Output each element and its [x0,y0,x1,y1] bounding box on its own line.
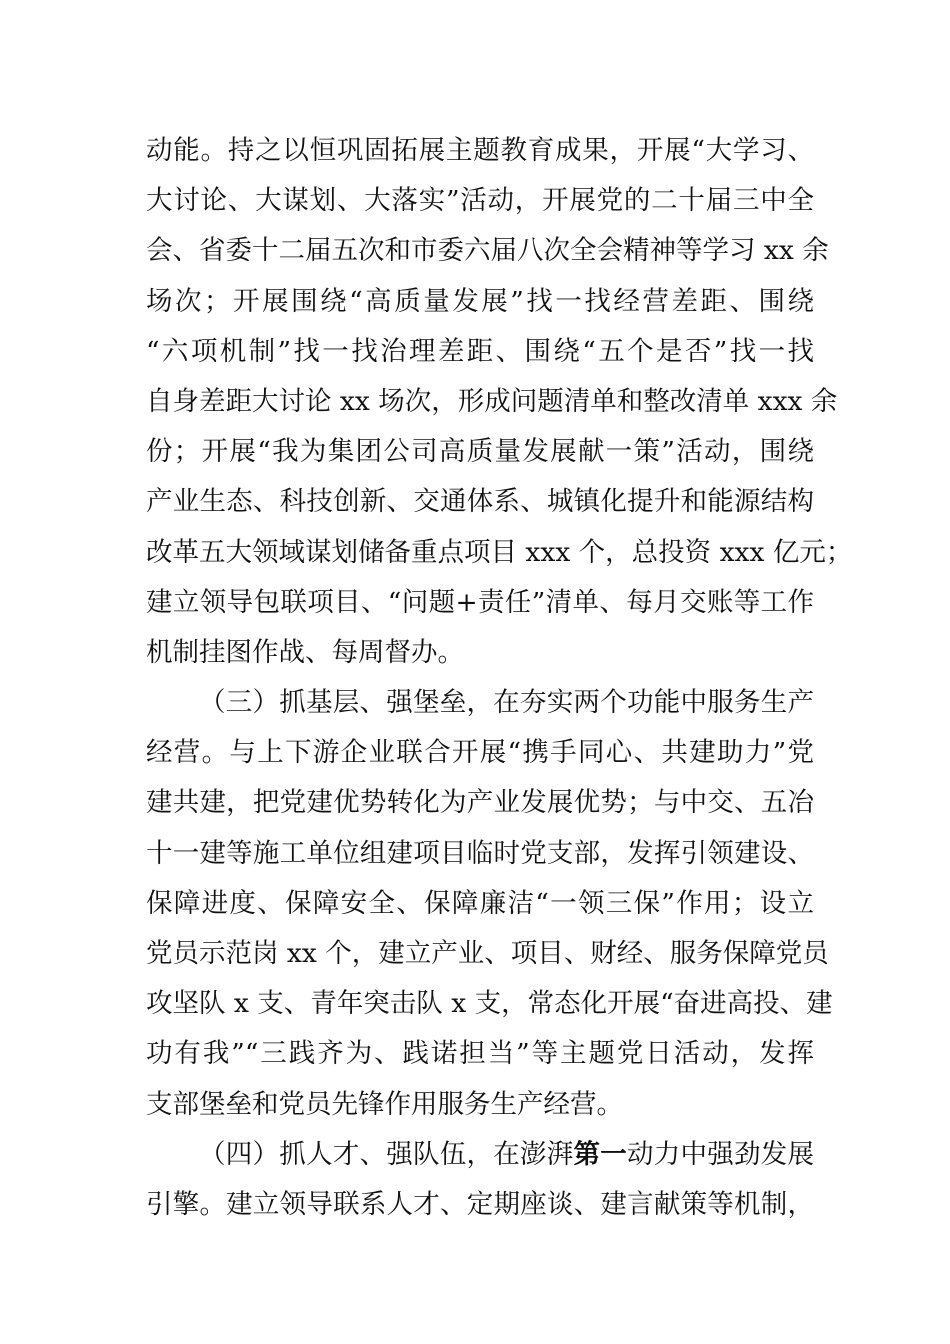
text-line: “六项机制”找一找治理差距、围绕“五个是否”找一找 [146,335,814,367]
text-line: 功有我”“三践齐为、践诺担当”等主题党日活动，发挥 [146,1038,814,1070]
text-line: 经营。与上下游企业联合开展“携手同心、共建助力”党 [146,737,814,769]
document-body [146,126,853,1230]
text-line: 改革五大领域谋划储备重点项目 xxx 个，总投资 xxx 亿元； [146,536,853,568]
text-line: 动能。持之以恒巩固拓展主题教育成果，开展“大学习、 [146,135,814,166]
paragraph-heading-3: （三）抓基层、强堡垒，在夯实两个功能中服务生产 [199,687,814,719]
text-line: 攻坚队 x 支、青年突击队 x 支，常态化开展“奋进高投、建 [146,988,833,1020]
heading-4-prefix: （四）抓人才、强队伍，在澎湃 [199,1138,574,1170]
text-line: 十一建等施工单位组建项目临时党支部，发挥引领建设、 [146,837,814,869]
paragraph-heading-4 [146,1130,814,1180]
text-line: 建立领导包联项目、“问题+责任”清单、每月交账等工作 [146,586,814,618]
text-line: 机制挂图作战、每周督办。 [146,636,464,668]
heading-4-bold: 第一 [573,1138,627,1170]
text-line: 大讨论、大谋划、大落实”活动，开展党的二十届三中全 [146,185,814,217]
text-line: 会、省委十二届五次和市委六届八次全会精神等学习 xx 余 [146,235,829,267]
text-line: 份；开展“我为集团公司高质量发展献一策”活动，围绕 [146,436,814,468]
text-line: 建共建，把党建优势转化为产业发展优势；与中交、五冶 [146,787,814,819]
text-line: 支部堡垒和党员先锋作用服务生产经营。 [146,1088,623,1120]
text-line: 场次；开展围绕“高质量发展”找一找经营差距、围绕 [146,285,814,317]
heading-4-suffix: 动力中强劲发展 [627,1138,814,1170]
text-line: 引擎。建立领导联系人才、定期座谈、建言献策等机制， [146,1188,814,1220]
text-line: 自身差距大讨论 xx 场次，形成问题清单和整改清单 xxx 余 [146,385,838,417]
text-line: 产业生态、科技创新、交通体系、城镇化提升和能源结构 [146,486,814,518]
text-line: 党员示范岗 xx 个，建立产业、项目、财经、服务保障党员 [146,938,829,969]
text-line: 保障进度、保障安全、保障廉洁“一领三保”作用；设立 [146,887,814,919]
